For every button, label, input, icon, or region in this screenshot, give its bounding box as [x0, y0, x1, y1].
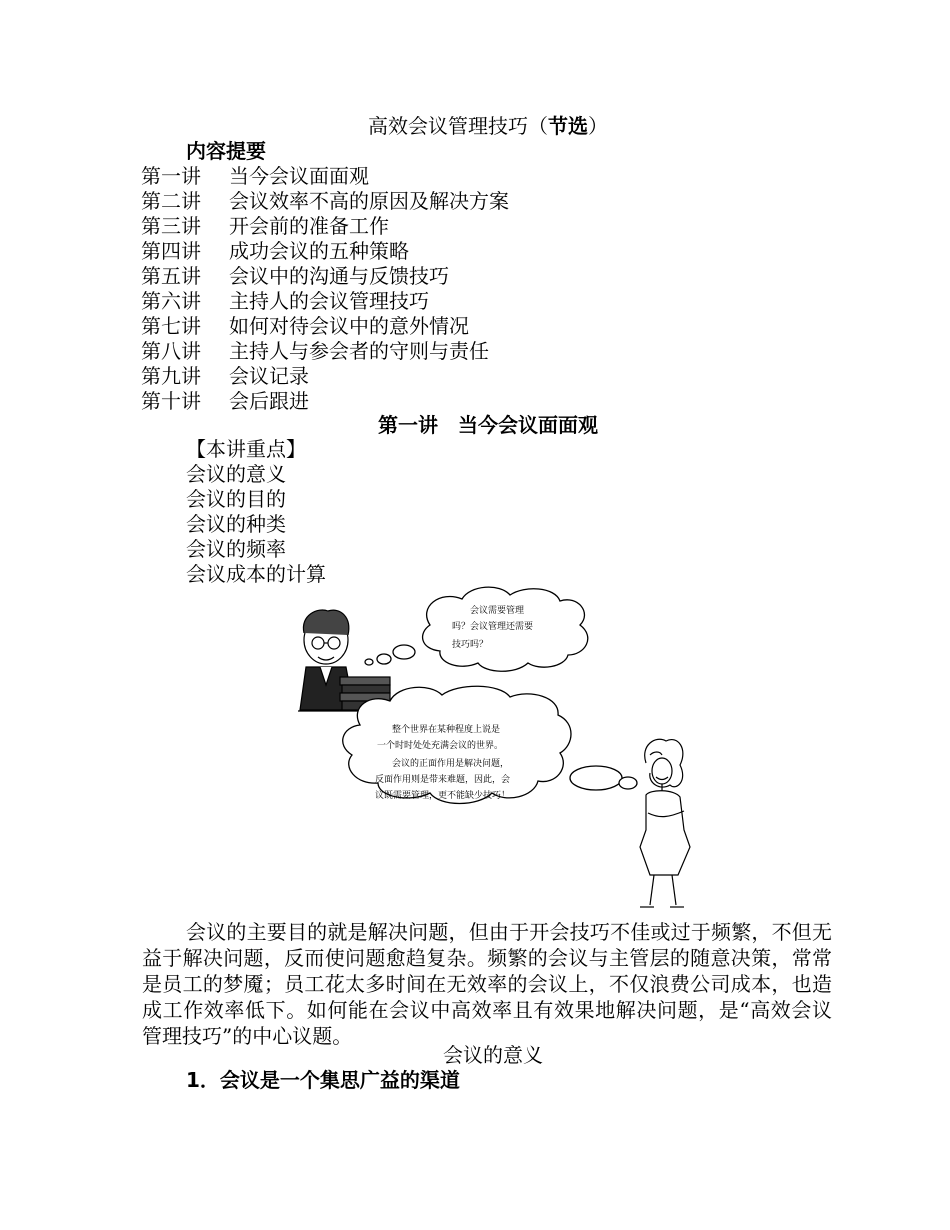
toc-text: 会后跟进	[229, 389, 309, 413]
toc-item	[141, 314, 469, 339]
toc-item	[141, 289, 429, 314]
toc-text: 会议记录	[229, 364, 309, 388]
toc-item	[141, 189, 509, 214]
title-suffix: ）	[588, 114, 608, 138]
bubble-bottom-line: 会议的正面作用是解决问题，	[392, 759, 510, 769]
bubble-top-line: 吗？会议管理还需要	[452, 622, 534, 632]
toc-number: 第九讲	[141, 364, 201, 388]
summary-heading: 内容提要	[186, 139, 266, 163]
toc-number: 第四讲	[141, 239, 201, 263]
toc-number: 第八讲	[141, 339, 201, 363]
bubble-top-line: 会议需要管理	[470, 606, 525, 616]
title-prefix: 高效会议管理技巧（	[368, 114, 548, 138]
title-bold: 节选	[548, 114, 588, 138]
toc-text: 当今会议面面观	[229, 164, 369, 188]
toc-item	[141, 339, 489, 364]
toc-item	[141, 239, 409, 264]
toc-number: 第三讲	[141, 214, 201, 238]
key-point-item: 会议的种类	[186, 512, 286, 536]
toc-number: 第六讲	[141, 289, 201, 313]
toc-text: 开会前的准备工作	[229, 214, 389, 238]
key-point-item: 会议的频率	[186, 537, 286, 561]
key-point-item: 会议的意义	[186, 462, 286, 486]
bubble-bottom-line: 一个时时处处充满会议的世界。	[377, 741, 504, 751]
key-points-label: 【本讲重点】	[186, 437, 306, 461]
section-title: 会议的意义	[443, 1043, 543, 1067]
key-point-item: 会议成本的计算	[186, 562, 326, 586]
toc-item	[141, 214, 389, 239]
bubble-bottom-line: 反面作用则是带来难题，因此，会	[375, 775, 511, 785]
toc-text: 主持人的会议管理技巧	[229, 289, 429, 313]
toc-item	[141, 164, 369, 189]
key-point-item: 会议的目的	[186, 487, 286, 511]
lecture-heading: 第一讲 当今会议面面观	[378, 413, 598, 437]
toc-number: 第一讲	[141, 164, 201, 188]
toc-text: 主持人与参会者的守则与责任	[229, 339, 489, 363]
bubble-bottom-line: 议既需要管理，更不能缺少技巧！	[375, 791, 511, 801]
toc-item	[141, 389, 309, 414]
bubble-bottom-line: 整个世界在某种程度上说是	[392, 725, 501, 735]
toc-number: 第七讲	[141, 314, 201, 338]
toc-number: 第二讲	[141, 189, 201, 213]
toc-text: 会议中的沟通与反馈技巧	[229, 264, 449, 288]
bubble-top-line: 技巧吗？	[452, 640, 489, 650]
toc-number: 第五讲	[141, 264, 201, 288]
woman-figure	[640, 739, 690, 907]
toc-text: 会议效率不高的原因及解决方案	[229, 189, 509, 213]
toc-number: 第十讲	[141, 389, 201, 413]
toc-item	[141, 264, 449, 289]
toc-text: 成功会议的五种策略	[229, 239, 409, 263]
paragraph-text: 会议的主要目的就是解决问题，但由于开会技巧不佳或过于频繁，不但无益于解决问题，反而使问题愈趋复杂。频繁的会议与主管层的随意决策，常常是员工的梦魇；员工花太多时间在无效率的会议上，不仅浪费公司成本，也造成工作效率低下。如何能在会议中高效率且有效果地解决问题，是“高效会议管理技巧”的中心议题。	[142, 920, 832, 1048]
subheading: 1．会议是一个集思广益的渠道	[186, 1068, 460, 1092]
document-title	[368, 114, 608, 139]
toc-item	[141, 364, 309, 389]
toc-text: 如何对待会议中的意外情况	[229, 314, 469, 338]
body-paragraph	[142, 919, 832, 1049]
cartoon-illustration	[0, 585, 950, 915]
